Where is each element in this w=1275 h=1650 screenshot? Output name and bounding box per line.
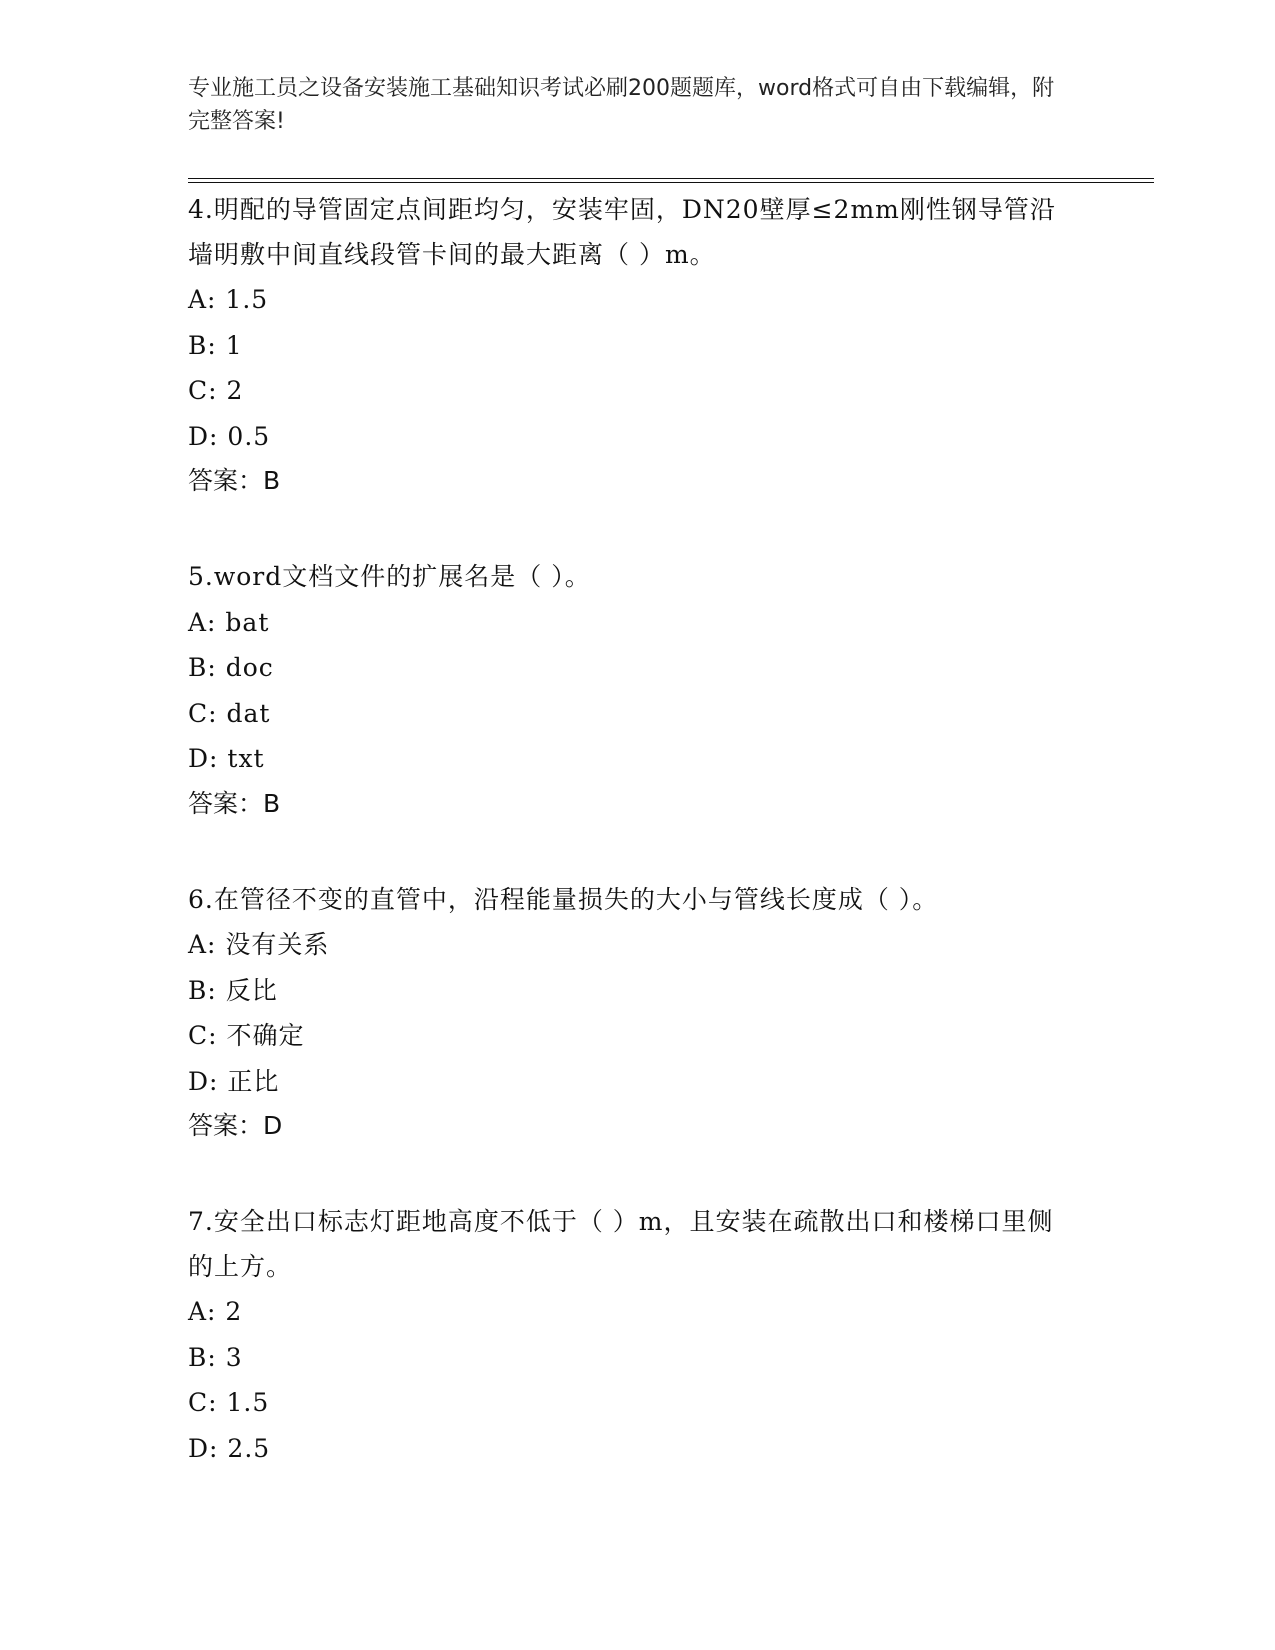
question-5 <box>188 555 1068 826</box>
answer: 答案：B <box>188 466 281 495</box>
option-c: C: 1.5 <box>188 1388 270 1417</box>
option-c: C: 不确定 <box>188 1021 305 1050</box>
question-7 <box>188 1200 1068 1471</box>
header-divider-bottom <box>188 182 1154 183</box>
option-b: B: 1 <box>188 330 243 360</box>
option-b: B: 反比 <box>188 975 278 1005</box>
question-4 <box>188 188 1068 503</box>
question-text: 5.word文档文件的扩展名是（ ）。 <box>188 562 591 591</box>
question-list <box>188 188 1068 1471</box>
option-b: B: doc <box>188 653 274 682</box>
question-text: 7.安全出口标志灯距地高度不低于（ ）m，且安装在疏散出口和楼梯口里侧的上方。 <box>188 1207 1054 1281</box>
option-c: C: 2 <box>188 376 244 405</box>
option-d: D: 2.5 <box>188 1433 271 1463</box>
option-a: A: 1.5 <box>188 285 269 314</box>
option-d: D: 0.5 <box>188 421 271 451</box>
answer: 答案：B <box>188 788 281 818</box>
document-title: 专业施工员之设备安装施工基础知识考试必刷200题题库，word格式可自由下载编辑，附完整答案! <box>188 76 1055 134</box>
option-a: A: 没有关系 <box>188 930 330 959</box>
option-a: A: bat <box>188 607 270 637</box>
document-header <box>188 72 1068 138</box>
question-text: 6.在管径不变的直管中，沿程能量损失的大小与管线长度成（ ）。 <box>188 884 939 914</box>
header-divider-top <box>188 178 1154 179</box>
option-d: D: 正比 <box>188 1066 280 1096</box>
answer: 答案：D <box>188 1111 283 1140</box>
question-6 <box>188 878 1068 1149</box>
option-a: A: 2 <box>188 1297 243 1326</box>
option-b: B: 3 <box>188 1342 243 1372</box>
question-text: 4.明配的导管固定点间距均匀，安装牢固，DN20壁厚≤2mm刚性钢导管沿墙明敷中间直线段管卡间的最大距离（ ）m。 <box>188 195 1056 269</box>
option-c: C: dat <box>188 698 271 728</box>
option-d: D: txt <box>188 744 265 773</box>
